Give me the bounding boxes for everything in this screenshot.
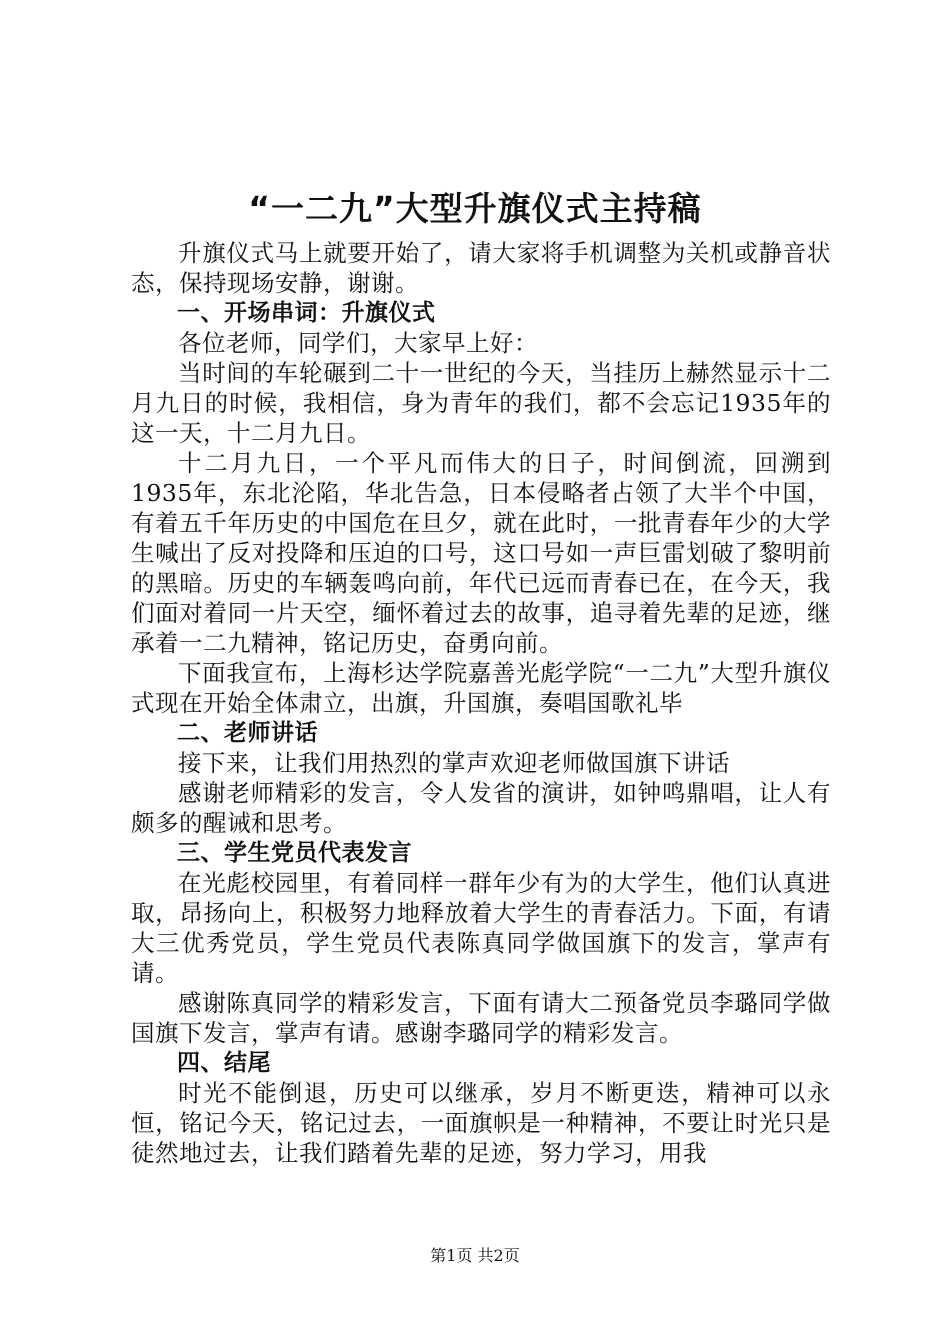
paragraph: 下面我宣布，上海杉达学院嘉善光彪学院“一二九”大型升旗仪式现在开始全体肃立，出旗，升国旗，奏唱国歌礼毕 — [131, 659, 831, 717]
paragraph: 时光不能倒退，历史可以继承，岁月不断更迭，精神可以永恒，铭记今天，铭记过去，一面旗帜是一种精神，不要让时光只是徒然地过去，让我们踏着先辈的足迹，努力学习，用我 — [131, 1079, 831, 1167]
paragraph: 各位老师，同学们，大家早上好： — [178, 329, 538, 357]
paragraph: 感谢陈真同学的精彩发言，下面有请大二预备党员李璐同学做国旗下发言，掌声有请。感谢李璐同学的精彩发言。 — [131, 989, 831, 1047]
section-heading: 二、老师讲话 — [177, 720, 318, 746]
section-heading: 一、开场串词：升旗仪式 — [177, 300, 436, 326]
paragraph: 接下来，让我们用热烈的掌声欢迎老师做国旗下讲话 — [178, 749, 730, 777]
paragraph: 在光彪校园里，有着同样一群年少有为的大学生，他们认真进取，昂扬向上，积极努力地释放着大学生的青春活力。下面，有请大三优秀党员，学生党员代表陈真同学做国旗下的发言，掌声有请。 — [131, 869, 831, 987]
paragraph: 升旗仪式马上就要开始了，请大家将手机调整为关机或静音状态，保持现场安静，谢谢。 — [131, 239, 831, 297]
section-heading: 三、学生党员代表发言 — [177, 840, 412, 866]
page-footer: 第1页 共2页 — [430, 1246, 520, 1265]
section-heading: 四、结尾 — [177, 1050, 271, 1076]
document-title: “一二九”大型升旗仪式主持稿 — [248, 189, 702, 228]
paragraph: 十二月九日，一个平凡而伟大的日子，时间倒流，回溯到1935年，东北沦陷，华北告急，日本侵略者占领了大半个中国，有着五千年历史的中国危在旦夕，就在此时，一批青春年少的大学生喊出了反对投降和压迫的口号，这口号如一声巨雷划破了黎明前的黑暗。历史的车辆轰鸣向前，年代已远而青春已在，在今天，我们面对着同一片天空，缅怀着过去的故事，追寻着先辈的足迹，继承着一二九精神，铭记历史，奋勇向前。 — [131, 449, 831, 657]
paragraph: 感谢老师精彩的发言，令人发省的演讲，如钟鸣鼎唱，让人有颇多的醒诫和思考。 — [131, 779, 831, 837]
paragraph: 当时间的车轮碾到二十一世纪的今天，当挂历上赫然显示十二月九日的时候，我相信，身为青年的我们，都不会忘记1935年的这一天，十二月九日。 — [131, 359, 831, 447]
document-body — [131, 238, 831, 1168]
